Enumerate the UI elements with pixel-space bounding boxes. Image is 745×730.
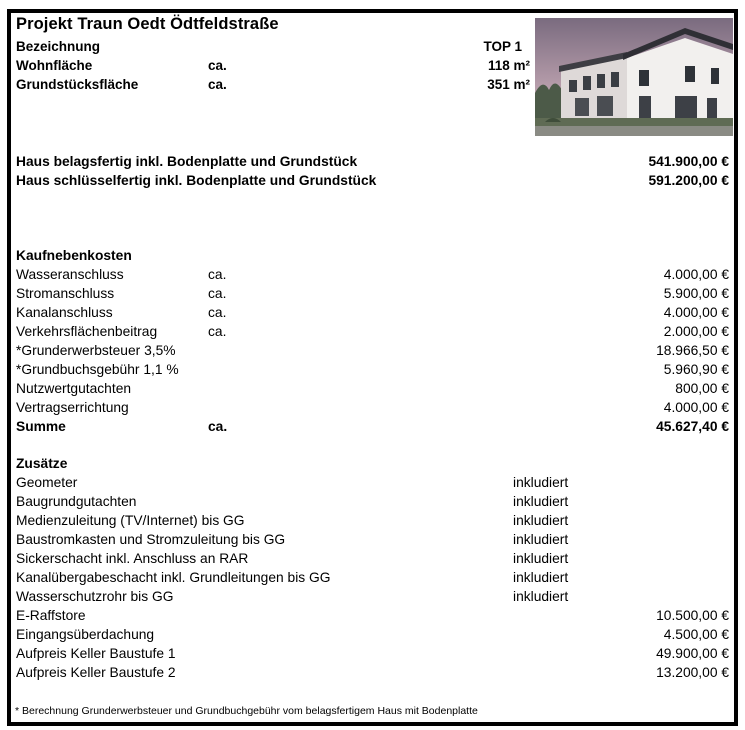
- price-label: Haus schlüsselfertig inkl. Bodenplatte und Grundstück: [16, 173, 377, 188]
- header-value: TOP 1: [483, 39, 522, 54]
- sum-qualifier: ca.: [208, 419, 228, 434]
- footnote: * Berechnung Grunderwerbsteuer und Grundbuchgebühr vom belagsfertigem Haus mit Bodenplatte: [15, 705, 478, 717]
- header-label: Bezeichnung: [16, 39, 101, 54]
- extra-status: inkludiert: [513, 551, 569, 566]
- extra-status: inkludiert: [513, 494, 569, 509]
- header-value: 118 m²: [487, 58, 530, 73]
- cost-amount: 4.000,00 €: [663, 267, 729, 282]
- cost-amount: 18.966,50 €: [656, 343, 729, 358]
- extra-row: [16, 570, 729, 589]
- extra-amount: 49.900,00 €: [656, 646, 729, 661]
- extra-status: inkludiert: [513, 589, 569, 604]
- cost-row: [16, 343, 729, 362]
- cost-label: Kanalanschluss: [16, 305, 113, 320]
- cost-label: Verkehrsflächenbeitrag: [16, 324, 158, 339]
- sum-label: Summe: [16, 419, 66, 434]
- document-frame: [7, 9, 738, 726]
- price-row-schluesselfertig: [16, 173, 729, 192]
- extra-status: inkludiert: [513, 570, 569, 585]
- cost-qualifier: ca.: [208, 267, 227, 282]
- cost-row: [16, 305, 729, 324]
- cost-row: [16, 267, 729, 286]
- cost-label: Vertragserrichtung: [16, 400, 129, 415]
- header-label: Wohnfläche: [16, 58, 93, 73]
- cost-row: [16, 381, 729, 400]
- price-row-belagsfertig: [16, 154, 729, 173]
- project-title: Projekt Traun Oedt Ödtfeldstraße: [16, 15, 279, 33]
- cost-row: [16, 286, 729, 305]
- extra-label: Aufpreis Keller Baustufe 1: [16, 646, 176, 661]
- extra-label: Baustromkasten und Stromzuleitung bis GG: [16, 532, 286, 547]
- extra-row: [16, 646, 729, 665]
- extra-label: Kanalübergabeschacht inkl. Grundleitungen bis GG: [16, 570, 331, 585]
- header-row-bezeichnung: [16, 39, 536, 57]
- extra-amount: 13.200,00 €: [656, 665, 729, 680]
- header-qualifier: ca.: [208, 58, 227, 73]
- extra-row: [16, 494, 729, 513]
- extra-label: Medienzuleitung (TV/Internet) bis GG: [16, 513, 245, 528]
- cost-row: [16, 400, 729, 419]
- extra-row: [16, 665, 729, 684]
- cost-sum-row: [16, 419, 729, 438]
- cost-amount: 2.000,00 €: [663, 324, 729, 339]
- extra-row: [16, 532, 729, 551]
- house-photo: [535, 18, 733, 136]
- extra-row: [16, 475, 729, 494]
- cost-amount: 5.960,90 €: [663, 362, 729, 377]
- cost-amount: 5.900,00 €: [663, 286, 729, 301]
- extra-amount: 10.500,00 €: [656, 608, 729, 623]
- cost-label: Wasseranschluss: [16, 267, 124, 282]
- section-heading-zusaetze: Zusätze: [16, 456, 68, 471]
- extra-label: Geometer: [16, 475, 78, 490]
- extra-label: Wasserschutzrohr bis GG: [16, 589, 174, 604]
- extra-label: Eingangsüberdachung: [16, 627, 155, 642]
- price-label: Haus belagsfertig inkl. Bodenplatte und Grundstück: [16, 154, 358, 169]
- cost-qualifier: ca.: [208, 324, 227, 339]
- header-row-wohnflaeche: [16, 58, 536, 76]
- extra-label: E-Raffstore: [16, 608, 86, 623]
- extra-amount: 4.500,00 €: [663, 627, 729, 642]
- cost-amount: 800,00 €: [675, 381, 729, 396]
- price-amount: 591.200,00 €: [648, 173, 729, 188]
- extra-status: inkludiert: [513, 475, 569, 490]
- cost-amount: 4.000,00 €: [663, 305, 729, 320]
- header-qualifier: ca.: [208, 77, 227, 92]
- cost-amount: 4.000,00 €: [663, 400, 729, 415]
- cost-row: [16, 362, 729, 381]
- cost-row: [16, 324, 729, 343]
- extra-row: [16, 551, 729, 570]
- extra-status: inkludiert: [513, 532, 569, 547]
- extra-label: Baugrundgutachten: [16, 494, 137, 509]
- cost-label: Stromanschluss: [16, 286, 115, 301]
- extra-row: [16, 608, 729, 627]
- extra-row: [16, 627, 729, 646]
- cost-qualifier: ca.: [208, 286, 227, 301]
- sum-amount: 45.627,40 €: [656, 419, 729, 434]
- cost-label: *Grundbuchsgebühr 1,1 %: [16, 362, 179, 377]
- extra-label: Aufpreis Keller Baustufe 2: [16, 665, 176, 680]
- cost-qualifier: ca.: [208, 305, 227, 320]
- cost-label: *Grunderwerbsteuer 3,5%: [16, 343, 176, 358]
- price-amount: 541.900,00 €: [648, 154, 729, 169]
- document-body: [15, 15, 730, 718]
- extra-row: [16, 513, 729, 532]
- cost-label: Nutzwertgutachten: [16, 381, 132, 396]
- header-label: Grundstücksfläche: [16, 77, 139, 92]
- extra-status: inkludiert: [513, 513, 569, 528]
- header-row-grundstueck: [16, 77, 536, 95]
- extra-label: Sickerschacht inkl. Anschluss an RAR: [16, 551, 249, 566]
- header-value: 351 m²: [487, 77, 530, 92]
- extra-row: [16, 589, 729, 608]
- section-heading-kaufnebenkosten: Kaufnebenkosten: [16, 248, 132, 263]
